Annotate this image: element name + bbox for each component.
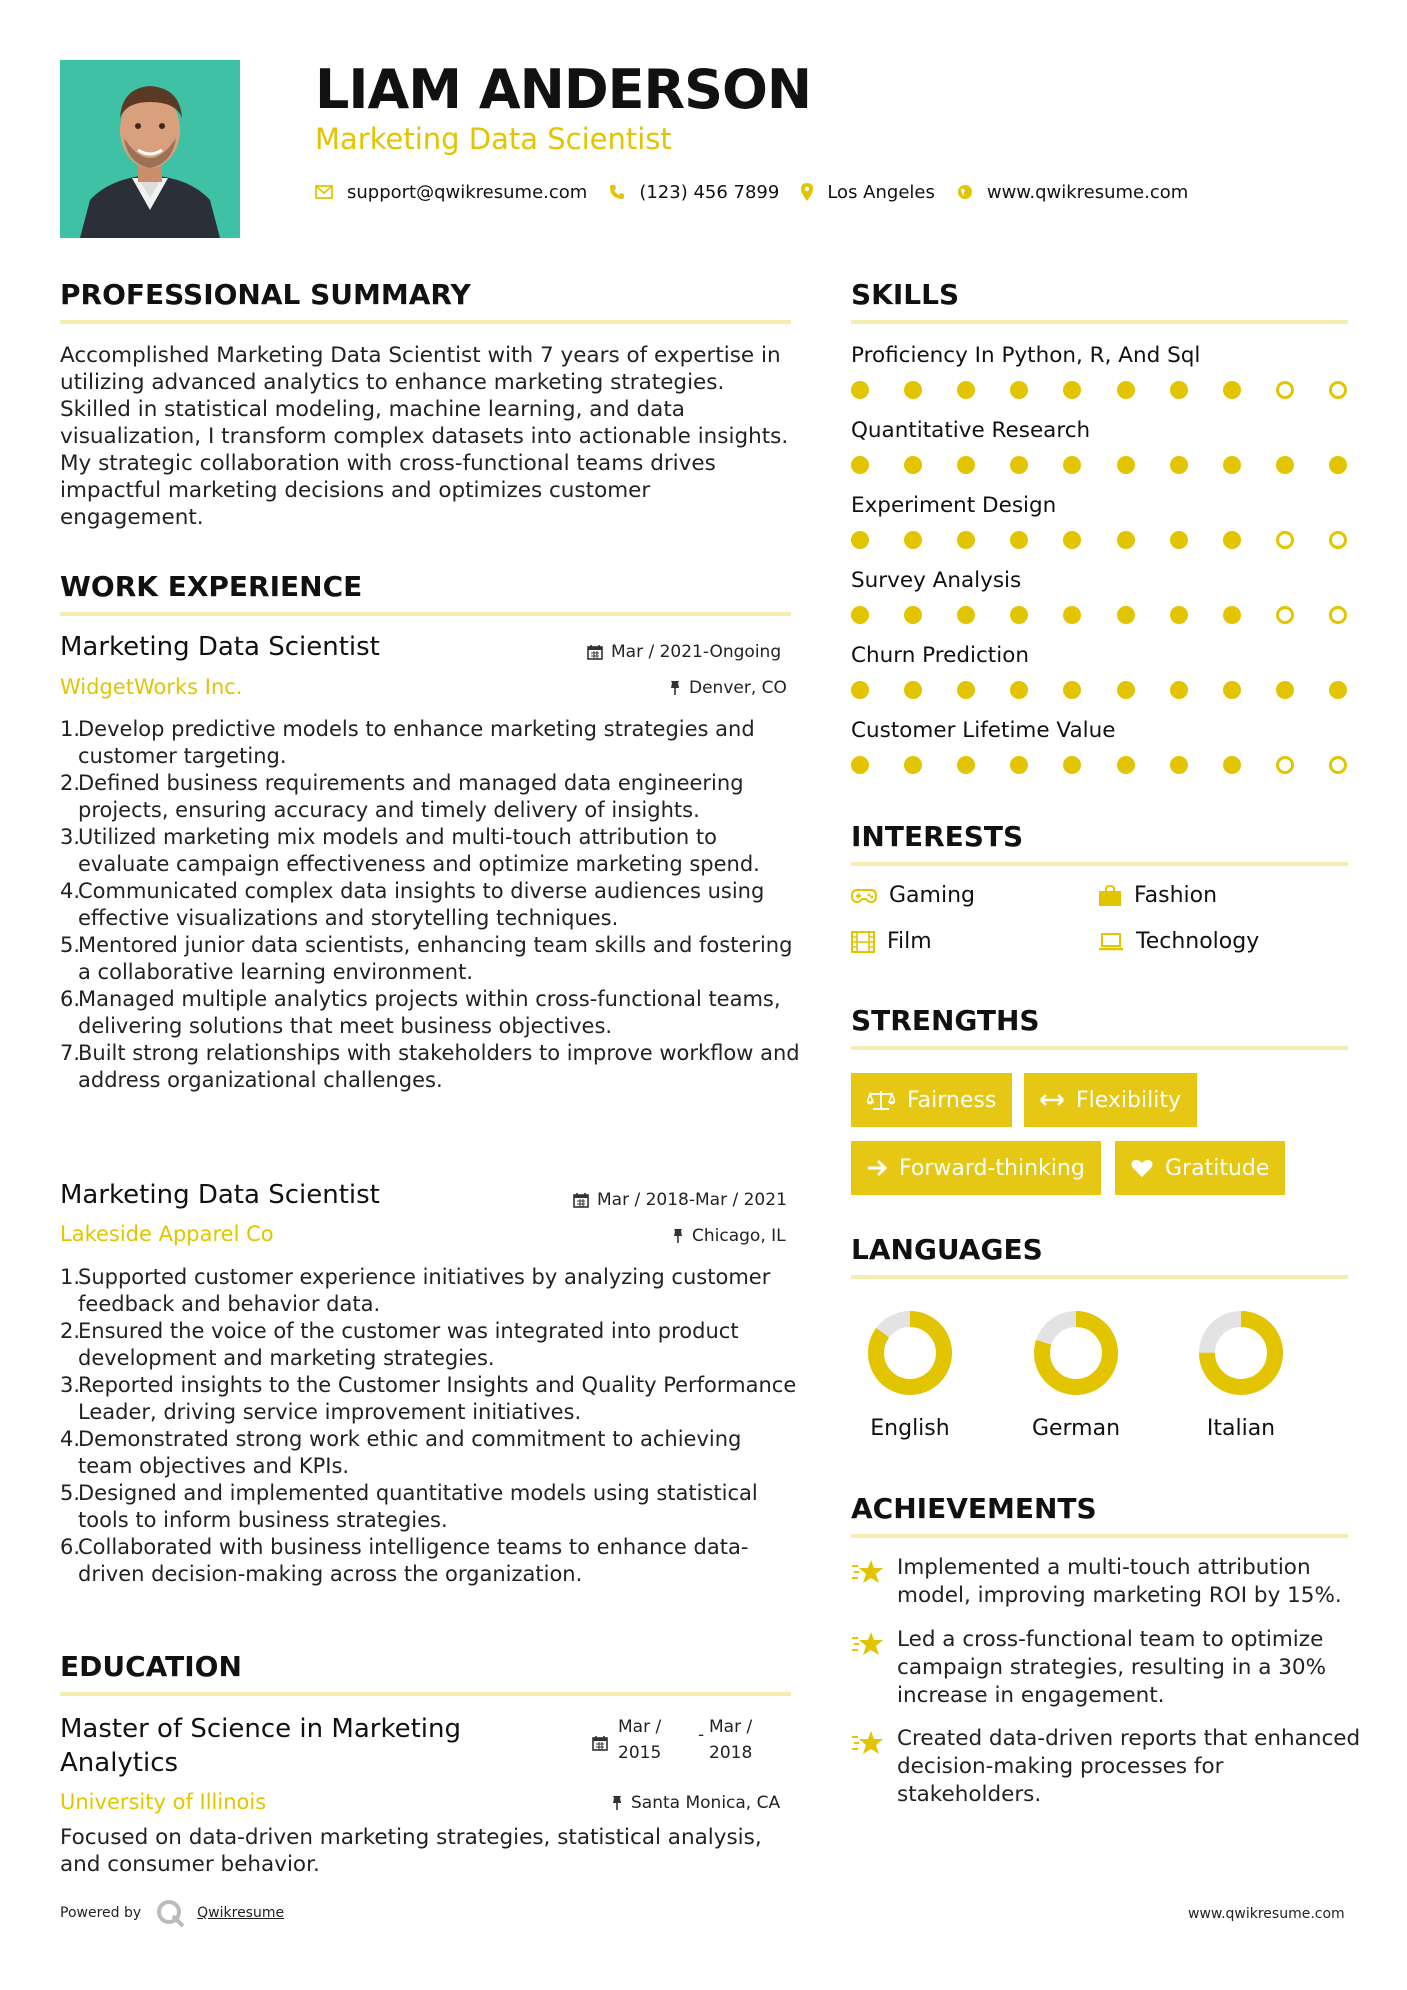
- contact-website[interactable]: [957, 182, 1188, 203]
- interest-label: Gaming: [889, 883, 975, 908]
- list-item: 1. Develop predictive models to enhance marketing strategies and customer targeting.: [60, 717, 755, 768]
- strength-label: Fairness: [907, 1087, 997, 1113]
- calendar-icon: [592, 1735, 608, 1751]
- rating-dot-empty: [1329, 606, 1347, 624]
- interest-label: Film: [887, 929, 932, 954]
- end-month: Mar /: [709, 1717, 753, 1737]
- balance-scale-icon: [867, 1089, 895, 1111]
- rating-dot-filled: [1223, 456, 1241, 474]
- experience-heading: WORK EXPERIENCE: [60, 570, 363, 603]
- pushpin-icon: [611, 1795, 623, 1811]
- rating-dot-filled: [904, 456, 922, 474]
- strengths-heading: STRENGTHS: [851, 1004, 1040, 1037]
- list-item: 7. Built strong relationships with stakeholders to improve workflow and address organizational challenges.: [60, 1041, 800, 1092]
- summary-divider: [60, 320, 791, 324]
- language-name: English: [870, 1416, 950, 1441]
- skill-rating: [851, 606, 1351, 626]
- skills-heading: SKILLS: [851, 278, 960, 311]
- rating-dot-filled: [1117, 756, 1135, 774]
- list-item: 2. Ensured the voice of the customer was integrated into product development and marketing strategies.: [60, 1319, 739, 1370]
- rating-dot-filled: [1276, 681, 1294, 699]
- calendar-icon: [587, 644, 603, 660]
- rating-dot-filled: [1117, 456, 1135, 474]
- rating-dot-filled: [904, 531, 922, 549]
- interests-heading: INTERESTS: [851, 820, 1024, 853]
- list-item: 5. Mentored junior data scientists, enhancing team skills and fostering a collaborative learning environment.: [60, 933, 793, 984]
- contact-location: [801, 182, 935, 203]
- rating-dot-filled: [904, 756, 922, 774]
- skill-rating: [851, 756, 1351, 776]
- rating-dot-filled: [1063, 381, 1081, 399]
- strength-label: Forward-thinking: [899, 1155, 1085, 1181]
- strength-badge: [1115, 1141, 1285, 1195]
- languages-divider: [851, 1275, 1348, 1279]
- job-location-text: Chicago, IL: [692, 1226, 786, 1246]
- rating-dot-filled: [957, 456, 975, 474]
- education-heading: EDUCATION: [60, 1650, 242, 1683]
- rating-dot-filled: [957, 681, 975, 699]
- rating-dot-filled: [1063, 756, 1081, 774]
- education-start-date: [618, 1714, 661, 1766]
- job-location-text: Denver, CO: [689, 678, 787, 698]
- date-separator: -: [698, 1725, 705, 1745]
- rating-dot-filled: [904, 606, 922, 624]
- rating-dot-filled: [851, 756, 869, 774]
- language-item: [840, 1310, 980, 1441]
- rating-dot-filled: [1010, 456, 1028, 474]
- powered-by-text: Powered by: [60, 1905, 142, 1921]
- school-name: University of Illinois: [60, 1790, 267, 1814]
- language-donut: [1033, 1310, 1119, 1396]
- rating-dot-filled: [1223, 606, 1241, 624]
- education-divider: [60, 1692, 791, 1696]
- contact-phone[interactable]: [609, 182, 779, 203]
- rating-dot-filled: [1223, 681, 1241, 699]
- rating-dot-filled: [1170, 456, 1188, 474]
- summary-heading: PROFESSIONAL SUMMARY: [60, 278, 471, 311]
- start-year: 2015: [618, 1743, 662, 1763]
- list-item: 1. Supported customer experience initiatives by analyzing customer feedback and behavior data.: [60, 1265, 771, 1316]
- list-item: 3. Utilized marketing mix models and multi-touch attribution to evaluate campaign effectiveness and optimize marketing spend.: [60, 825, 760, 876]
- candidate-name: LIAM ANDERSON: [315, 58, 812, 121]
- map-pin-icon: [801, 183, 813, 201]
- rating-dot-filled: [1117, 381, 1135, 399]
- footer-website[interactable]: www.qwikresume.com: [1188, 1906, 1345, 1922]
- experience-divider: [60, 612, 791, 616]
- rating-dot-filled: [1170, 756, 1188, 774]
- skill-name: Customer Lifetime Value: [851, 718, 1116, 743]
- language-item: [1171, 1310, 1311, 1441]
- rating-dot-filled: [1117, 606, 1135, 624]
- interests-divider: [851, 862, 1348, 866]
- rating-dot-filled: [1010, 606, 1028, 624]
- achievements-divider: [851, 1534, 1348, 1538]
- rating-dot-filled: [1010, 681, 1028, 699]
- star-icon: [851, 1558, 885, 1586]
- skill-name: Experiment Design: [851, 493, 1057, 518]
- skill-name: Survey Analysis: [851, 568, 1022, 593]
- footer-powered-by: [60, 1898, 284, 1928]
- heart-icon: [1131, 1158, 1153, 1178]
- rating-dot-filled: [1170, 606, 1188, 624]
- skill-name: Quantitative Research: [851, 418, 1091, 443]
- strength-badge: [1024, 1073, 1197, 1127]
- languages-heading: LANGUAGES: [851, 1233, 1043, 1266]
- job-dates: [587, 642, 781, 662]
- rating-dot-filled: [1276, 456, 1294, 474]
- rating-dot-filled: [1010, 381, 1028, 399]
- achievement-item: [851, 1554, 1361, 1610]
- qwikresume-link[interactable]: Qwikresume: [197, 1905, 285, 1921]
- language-donut: [867, 1310, 953, 1396]
- education-description: Focused on data-driven marketing strategies, statistical analysis, and consumer behavior.: [60, 1825, 762, 1877]
- language-name: Italian: [1206, 1416, 1276, 1441]
- interest-technology: [1098, 929, 1259, 954]
- strengths-divider: [851, 1046, 1348, 1050]
- profile-photo: [60, 60, 240, 238]
- education-end-date: [709, 1714, 752, 1766]
- language-item: [1006, 1310, 1146, 1441]
- rating-dot-filled: [1063, 531, 1081, 549]
- rating-dot-filled: [957, 531, 975, 549]
- calendar-icon: [573, 1192, 589, 1208]
- contact-row: [315, 178, 1210, 206]
- interest-fashion: [1098, 883, 1217, 908]
- gamepad-icon: [851, 888, 877, 904]
- shopping-bag-icon: [1098, 885, 1122, 907]
- job-dates-text: Mar / 2021-Ongoing: [611, 642, 782, 662]
- skill-rating: [851, 681, 1351, 701]
- rating-dot-empty: [1276, 381, 1294, 399]
- achievement-text: Led a cross-functional team to optimize campaign strategies, resulting in a 30% increase in engagement.: [897, 1627, 1327, 1708]
- strength-label: Gratitude: [1165, 1155, 1270, 1181]
- job-bullets: [60, 716, 800, 1094]
- job-bullets: [60, 1264, 800, 1588]
- job-company: Lakeside Apparel Co: [60, 1222, 274, 1246]
- job-location: [672, 1226, 786, 1246]
- list-item: 5. Designed and implemented quantitative models using statistical tools to inform business strategies.: [60, 1481, 758, 1532]
- laptop-icon: [1098, 933, 1124, 951]
- job-dates-text: Mar / 2018-Mar / 2021: [597, 1190, 787, 1210]
- rating-dot-empty: [1329, 531, 1347, 549]
- rating-dot-filled: [904, 381, 922, 399]
- rating-dot-filled: [1170, 381, 1188, 399]
- language-donut: [1198, 1310, 1284, 1396]
- arrows-horizontal-icon: [1040, 1093, 1064, 1107]
- film-icon: [851, 931, 875, 953]
- rating-dot-filled: [1170, 531, 1188, 549]
- skills-divider: [851, 320, 1348, 324]
- job-company: WidgetWorks Inc.: [60, 675, 243, 699]
- phone-icon: [609, 184, 625, 200]
- skill-name: Churn Prediction: [851, 643, 1029, 668]
- interest-label: Technology: [1136, 929, 1260, 954]
- rating-dot-filled: [1223, 756, 1241, 774]
- rating-dot-filled: [1063, 606, 1081, 624]
- rating-dot-filled: [957, 606, 975, 624]
- skill-name: Proficiency In Python, R, And Sql: [851, 343, 1201, 368]
- rating-dot-empty: [1329, 381, 1347, 399]
- rating-dot-empty: [1276, 606, 1294, 624]
- list-item: 6. Collaborated with business intelligence teams to enhance data-driven decision-making across the organization.: [60, 1535, 749, 1586]
- rating-dot-filled: [904, 681, 922, 699]
- job-location: [669, 678, 787, 698]
- rating-dot-filled: [1010, 756, 1028, 774]
- qwikresume-logo-icon: [155, 1898, 187, 1928]
- skill-rating: [851, 456, 1351, 476]
- star-icon: [851, 1729, 885, 1757]
- strength-badge: [851, 1141, 1101, 1195]
- phone-text: (123) 456 7899: [639, 181, 780, 203]
- interest-gaming: [851, 883, 975, 908]
- rating-dot-filled: [851, 681, 869, 699]
- job-dates: [573, 1190, 787, 1210]
- rating-dot-filled: [851, 606, 869, 624]
- pushpin-icon: [669, 680, 681, 696]
- rating-dot-filled: [957, 381, 975, 399]
- globe-icon: [957, 184, 973, 200]
- achievements-heading: ACHIEVEMENTS: [851, 1492, 1097, 1525]
- job-title: Marketing Data Scientist: [60, 632, 380, 662]
- job-title: Marketing Data Scientist: [60, 1180, 380, 1210]
- achievement-text: Created data-driven reports that enhanced decision-making processes for stakeholders.: [897, 1726, 1361, 1807]
- end-year: 2018: [709, 1743, 753, 1763]
- achievement-text: Implemented a multi-touch attribution model, improving marketing ROI by 15%.: [897, 1555, 1342, 1608]
- email-text: support@qwikresume.com: [347, 181, 588, 203]
- education-location-text: Santa Monica, CA: [631, 1793, 781, 1813]
- strength-badge: [851, 1073, 1012, 1127]
- interest-film: [851, 929, 932, 954]
- strength-label: Flexibility: [1076, 1087, 1181, 1113]
- location-text: Los Angeles: [827, 181, 935, 203]
- list-item: 6. Managed multiple analytics projects within cross-functional teams, delivering solutions that meet business objectives.: [60, 987, 781, 1038]
- contact-email[interactable]: [315, 182, 587, 203]
- rating-dot-filled: [1170, 681, 1188, 699]
- website-text: www.qwikresume.com: [986, 181, 1189, 203]
- rating-dot-filled: [1010, 531, 1028, 549]
- rating-dot-empty: [1276, 531, 1294, 549]
- degree-title: Master of Science in Marketing Analytics: [60, 1714, 461, 1778]
- achievement-item: [851, 1725, 1361, 1809]
- list-item: 4. Communicated complex data insights to diverse audiences using effective visualizations and storytelling techniques.: [60, 879, 765, 930]
- list-item: 3. Reported insights to the Customer Insights and Quality Performance Leader, driving service improvement initiatives.: [60, 1373, 797, 1424]
- rating-dot-filled: [1063, 681, 1081, 699]
- list-item: 2. Defined business requirements and managed data engineering projects, ensuring accuracy and timely delivery of insights.: [60, 771, 744, 822]
- rating-dot-filled: [851, 531, 869, 549]
- rating-dot-filled: [1223, 381, 1241, 399]
- candidate-title: Marketing Data Scientist: [315, 122, 672, 156]
- rating-dot-filled: [1329, 456, 1347, 474]
- rating-dot-filled: [1329, 681, 1347, 699]
- education-location: [611, 1793, 780, 1813]
- pushpin-icon: [672, 1228, 684, 1244]
- star-icon: [851, 1630, 885, 1658]
- list-item: 4. Demonstrated strong work ethic and commitment to achieving team objectives and KPIs.: [60, 1427, 742, 1478]
- rating-dot-filled: [1117, 531, 1135, 549]
- rating-dot-filled: [851, 456, 869, 474]
- summary-text: Accomplished Marketing Data Scientist with 7 years of expertise in utilizing advanced analytics to enhance marketing strategies. Skilled in statistical modeling, machine learning, and data visualization, I transform complex datasets into actionable insights. My strategic collaboration with cross-functional teams drives impactful marketing decisions and optimizes customer engagement.: [60, 343, 789, 530]
- rating-dot-filled: [957, 756, 975, 774]
- interest-label: Fashion: [1134, 883, 1218, 908]
- rating-dot-filled: [1223, 531, 1241, 549]
- skill-rating: [851, 381, 1351, 401]
- start-month: Mar /: [618, 1717, 662, 1737]
- rating-dot-filled: [851, 381, 869, 399]
- arrow-right-icon: [867, 1159, 887, 1177]
- envelope-icon: [315, 185, 333, 199]
- rating-dot-empty: [1329, 756, 1347, 774]
- language-name: German: [1031, 1416, 1121, 1441]
- skill-rating: [851, 531, 1351, 551]
- rating-dot-filled: [1063, 456, 1081, 474]
- rating-dot-filled: [1117, 681, 1135, 699]
- achievement-item: [851, 1626, 1361, 1710]
- rating-dot-empty: [1276, 756, 1294, 774]
